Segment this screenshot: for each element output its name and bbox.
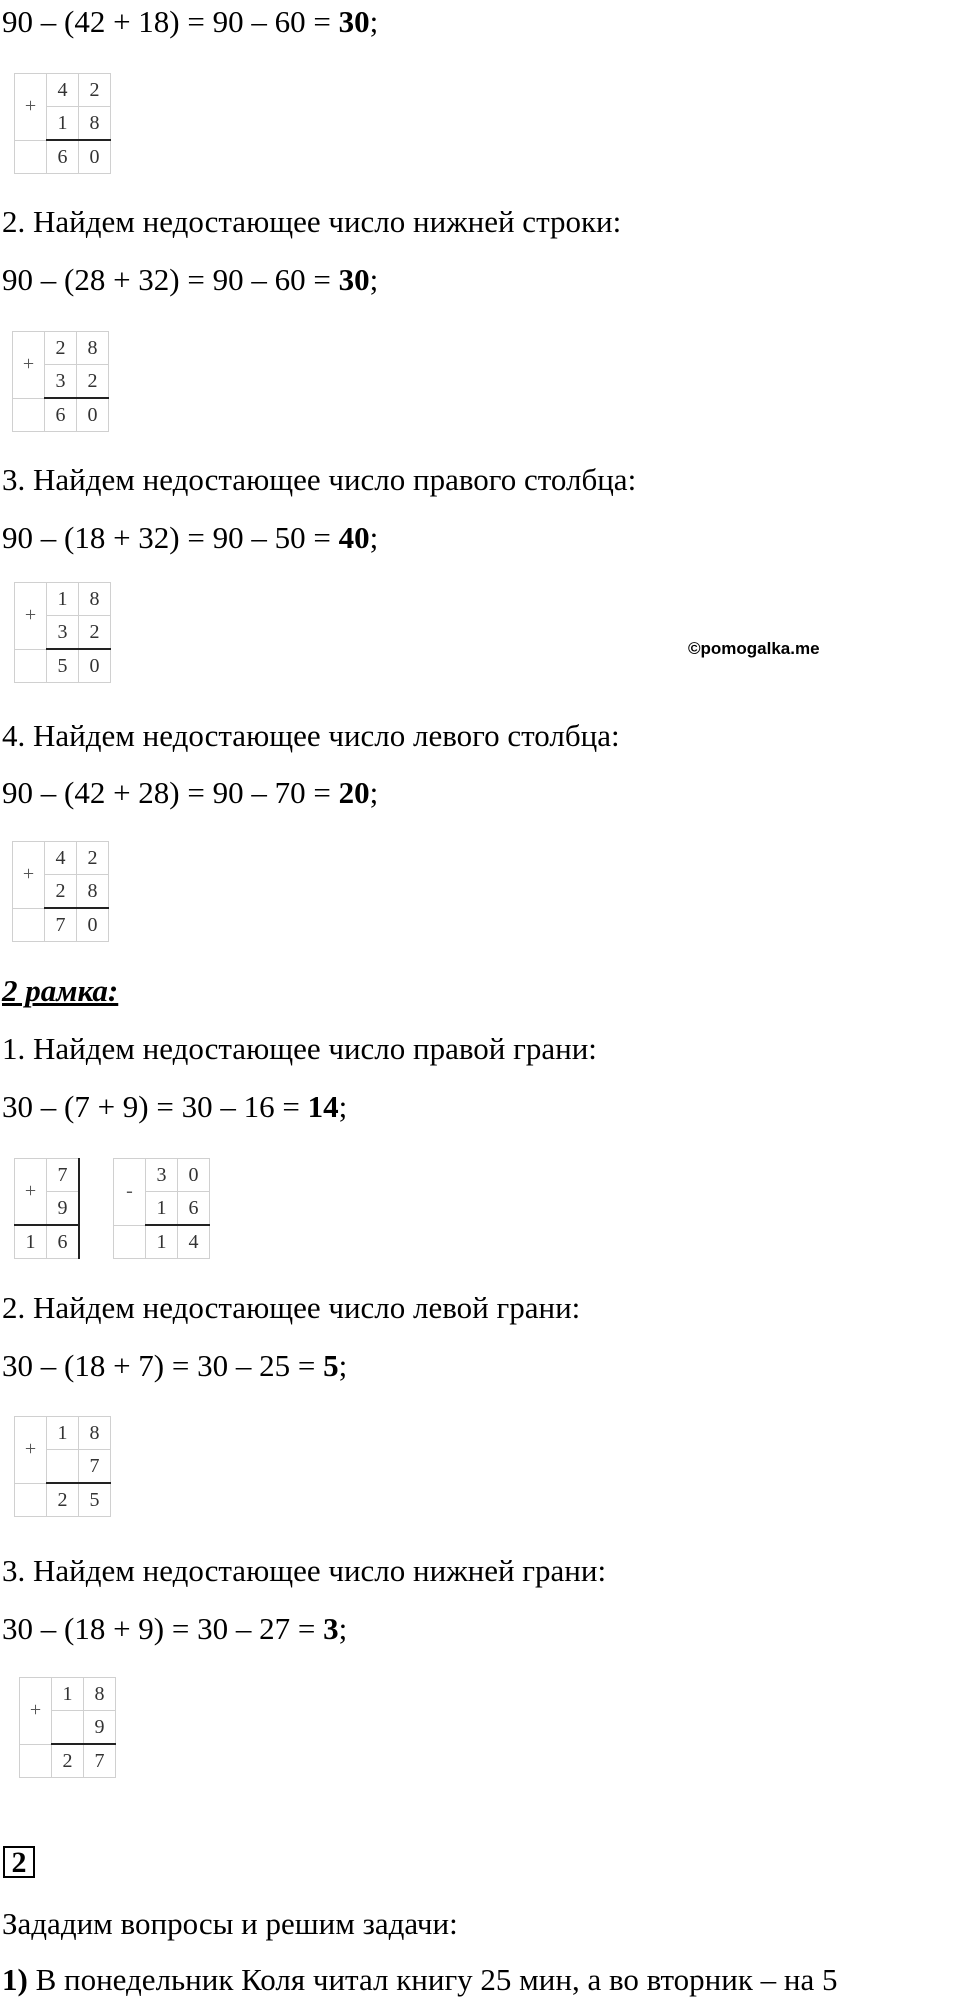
task-intro: Зададим вопросы и решим задачи: xyxy=(2,1906,458,1941)
column-addition-grid-7: + 1 8 9 2 7 xyxy=(19,1677,116,1778)
equation-4: 90 – (42 + 28) = 90 – 70 = 20; xyxy=(2,775,379,810)
task-number-box: 2 xyxy=(3,1846,35,1878)
frame2-step-3-title: 3. Найдем недостающее число нижней грани: xyxy=(2,1553,607,1588)
equation-3: 90 – (18 + 32) = 90 – 50 = 40; xyxy=(2,520,379,555)
equation-7: 30 – (18 + 9) = 30 – 27 = 3; xyxy=(2,1611,348,1646)
column-addition-grid-4: + 4 2 2 8 7 0 xyxy=(12,841,109,942)
answer-5: 14 xyxy=(307,1089,339,1124)
answer-1: 30 xyxy=(338,4,370,39)
answer-2: 30 xyxy=(338,262,370,297)
equation-6: 30 – (18 + 7) = 30 – 25 = 5; xyxy=(2,1348,348,1383)
answer-6: 5 xyxy=(323,1348,339,1383)
frame-2-heading: 2 рамка: xyxy=(2,973,119,1008)
equation-1: 90 – (42 + 18) = 90 – 60 = 30; xyxy=(2,4,379,39)
equation-2: 90 – (28 + 32) = 90 – 60 = 30; xyxy=(2,262,379,297)
answer-4: 20 xyxy=(338,775,370,810)
column-addition-grid-1: + 4 2 1 8 6 0 xyxy=(14,73,111,174)
step-4-title: 4. Найдем недостающее число левого столбца: xyxy=(2,718,620,753)
step-2-title: 2. Найдем недостающее число нижней строки: xyxy=(2,204,622,239)
frame2-step-1-title: 1. Найдем недостающее число правой грани: xyxy=(2,1031,597,1066)
problem-1: 1) В понедельник Коля читал книгу 25 мин, а во вторник – на 5 xyxy=(2,1962,838,1997)
column-addition-grid-3: + 1 8 3 2 5 0 xyxy=(14,582,111,683)
column-addition-grid-6: + 1 8 7 2 5 xyxy=(14,1416,111,1517)
step-3-title: 3. Найдем недостающее число правого столбца: xyxy=(2,462,637,497)
equation-5: 30 – (7 + 9) = 30 – 16 = 14; xyxy=(2,1089,348,1124)
problem-1-number: 1) xyxy=(2,1962,28,1997)
frame2-step-2-title: 2. Найдем недостающее число левой грани: xyxy=(2,1290,581,1325)
column-subtraction-grid: - 3 0 1 6 1 4 xyxy=(113,1158,210,1259)
watermark: ©pomogalka.me xyxy=(688,639,820,658)
answer-3: 40 xyxy=(338,520,370,555)
column-addition-grid-2: + 2 8 3 2 6 0 xyxy=(12,331,109,432)
answer-7: 3 xyxy=(323,1611,339,1646)
column-addition-grid-5: + 7 9 1 6 xyxy=(14,1158,80,1259)
